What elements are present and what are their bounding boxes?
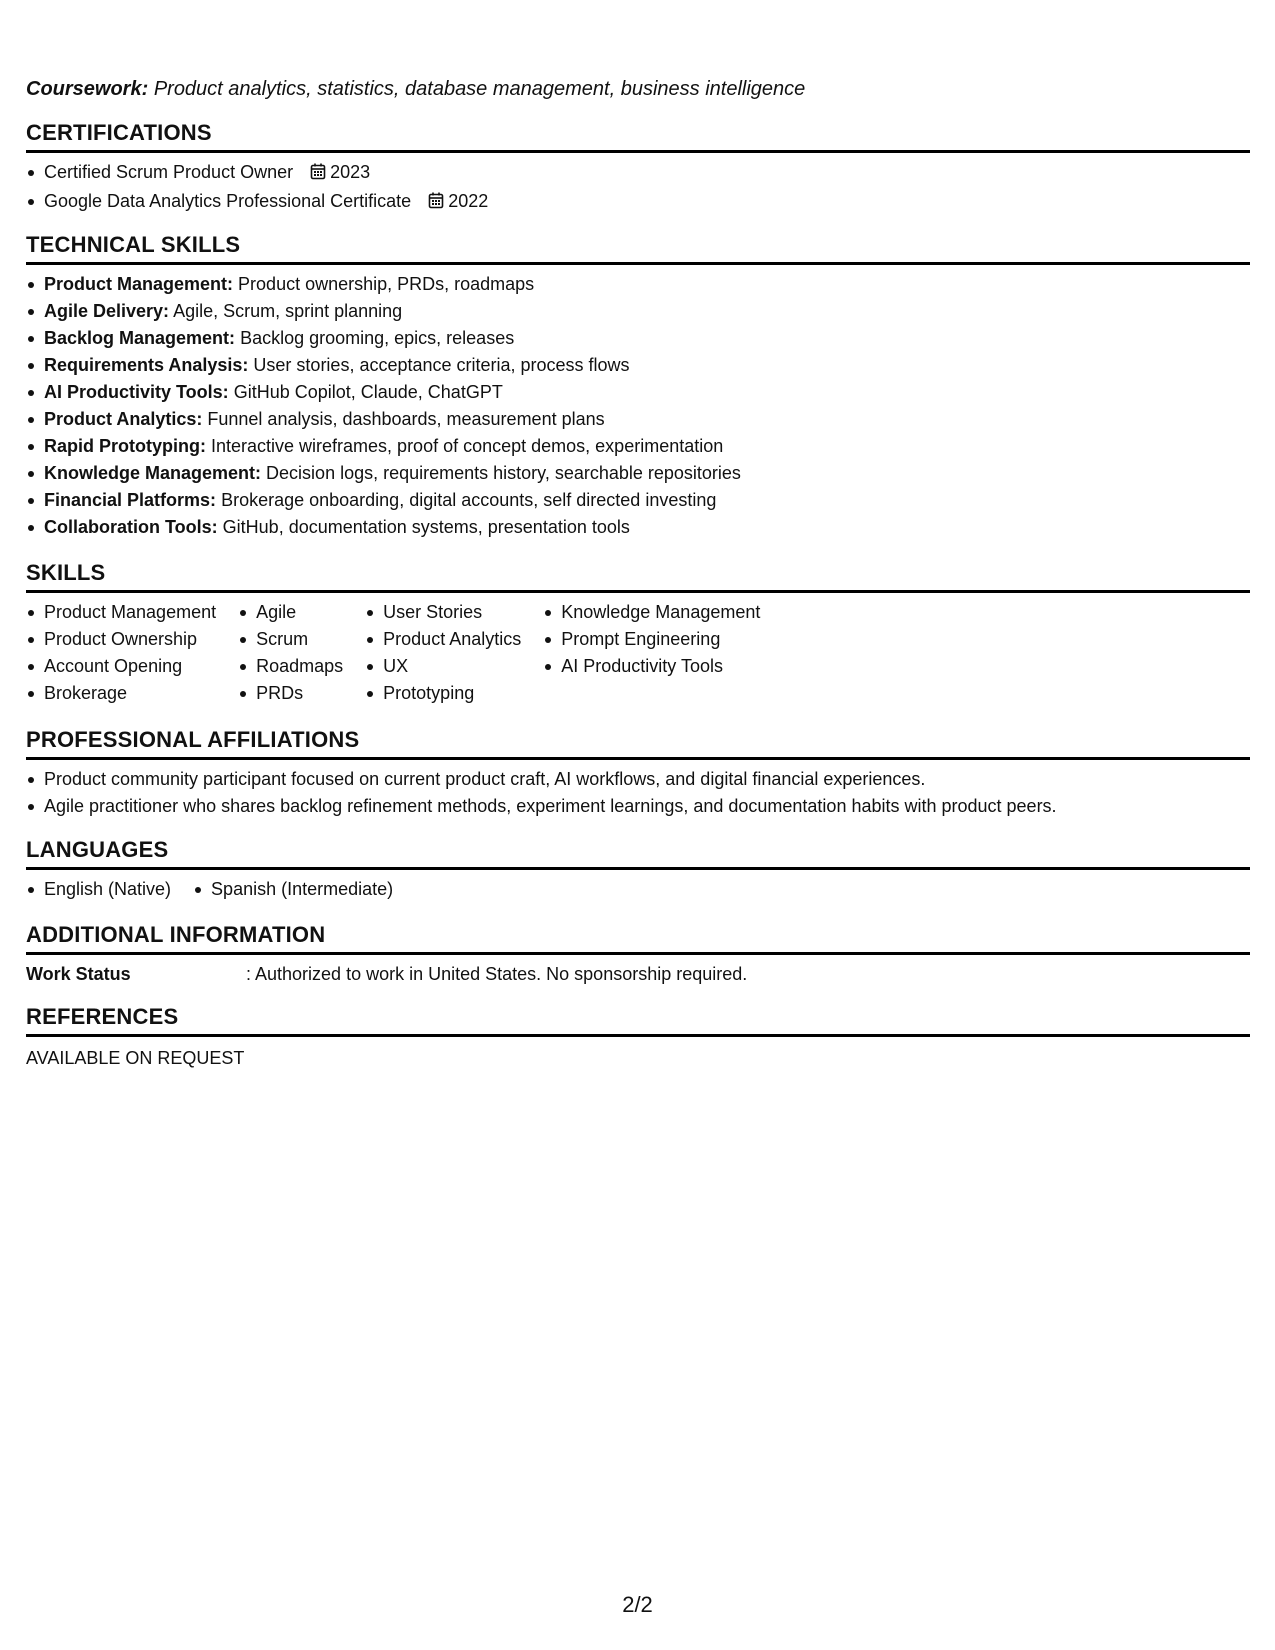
technical-skill-label: Rapid Prototyping:	[44, 436, 206, 456]
technical-skill-label: Agile Delivery:	[44, 301, 170, 321]
certification-item	[26, 188, 1250, 217]
technical-skill-text: Interactive wireframes, proof of concept demos, experimentation	[211, 436, 724, 456]
affiliations-heading: PROFESSIONAL AFFILIATIONS	[26, 727, 1250, 760]
skill-item: Product Analytics	[365, 626, 521, 653]
certification-year: 2023	[330, 162, 371, 182]
skill-item: Agile	[238, 599, 343, 626]
technical-skill-item	[26, 514, 1250, 541]
affiliations-list	[26, 766, 1250, 820]
skill-item: Account Opening	[26, 653, 216, 680]
technical-skill-item	[26, 379, 1250, 406]
affiliation-item: Agile practitioner who shares backlog refinement methods, experiment learnings, and documentation habits with product peers.	[26, 793, 1250, 820]
technical-skill-item	[26, 460, 1250, 487]
coursework-text: Product analytics, statistics, database management, business intelligence	[153, 78, 806, 100]
technical-skill-text: Product ownership, PRDs, roadmaps	[238, 274, 535, 294]
coursework-line	[26, 78, 805, 101]
skills-columns	[26, 599, 1250, 707]
skills-heading: SKILLS	[26, 560, 1250, 593]
technical-skill-text: GitHub, documentation systems, presentation tools	[222, 517, 630, 537]
skill-item: Prompt Engineering	[543, 626, 760, 653]
languages-heading: LANGUAGES	[26, 837, 1250, 870]
technical-skill-item	[26, 433, 1250, 460]
work-status-label: Work Status	[26, 964, 131, 984]
technical-skill-text: Funnel analysis, dashboards, measurement plans	[207, 409, 605, 429]
technical-skill-text: Agile, Scrum, sprint planning	[173, 301, 403, 321]
certification-year: 2022	[448, 191, 489, 211]
language-item: Spanish (Intermediate)	[193, 876, 393, 903]
technical-skill-text: GitHub Copilot, Claude, ChatGPT	[233, 382, 503, 402]
technical-skill-label: Financial Platforms:	[44, 490, 217, 510]
technical-skill-text: Backlog grooming, epics, releases	[240, 328, 515, 348]
technical-skill-text: Decision logs, requirements history, searchable repositories	[266, 463, 741, 483]
technical-skills-section	[26, 232, 1250, 541]
technical-skill-label: Product Analytics:	[44, 409, 203, 429]
skills-section	[26, 560, 1250, 707]
technical-skill-item	[26, 352, 1250, 379]
technical-skill-text: User stories, acceptance criteria, process flows	[253, 355, 630, 375]
skill-item: Roadmaps	[238, 653, 343, 680]
technical-skill-item	[26, 271, 1250, 298]
skill-item: Knowledge Management	[543, 599, 760, 626]
technical-skill-label: Knowledge Management:	[44, 463, 262, 483]
calendar-icon	[428, 190, 444, 217]
technical-skill-item	[26, 325, 1250, 352]
references-text: AVAILABLE ON REQUEST	[26, 1048, 245, 1068]
technical-skill-label: Requirements Analysis:	[44, 355, 249, 375]
skills-column	[365, 599, 521, 707]
technical-skill-item	[26, 487, 1250, 514]
affiliations-section	[26, 727, 1250, 820]
skill-item: Product Ownership	[26, 626, 216, 653]
affiliation-item: Product community participant focused on current product craft, AI workflows, and digital financial experiences.	[26, 766, 1250, 793]
skill-item: Scrum	[238, 626, 343, 653]
skills-column	[26, 599, 216, 707]
work-status-value: : Authorized to work in United States. No sponsorship required.	[246, 964, 748, 984]
technical-skills-list	[26, 271, 1250, 541]
skills-column	[543, 599, 760, 707]
language-item: English (Native)	[26, 876, 171, 903]
technical-skill-label: Product Management:	[44, 274, 234, 294]
skills-column	[238, 599, 343, 707]
languages-section	[26, 837, 1250, 903]
technical-skill-label: AI Productivity Tools:	[44, 382, 229, 402]
languages-list	[26, 876, 1250, 903]
skill-item: AI Productivity Tools	[543, 653, 760, 680]
skill-item: Brokerage	[26, 680, 216, 707]
references-section	[26, 1004, 1250, 1072]
references-heading: REFERENCES	[26, 1004, 1250, 1037]
calendar-icon	[310, 161, 326, 188]
certification-name: Certified Scrum Product Owner	[44, 162, 294, 182]
technical-skill-text: Brokerage onboarding, digital accounts, self directed investing	[221, 490, 717, 510]
skill-item: UX	[365, 653, 521, 680]
skill-item: User Stories	[365, 599, 521, 626]
certifications-list	[26, 159, 1250, 217]
work-status-row	[26, 961, 1250, 988]
coursework-label: Coursework:	[26, 78, 149, 100]
certification-item	[26, 159, 1250, 188]
skill-item: Product Management	[26, 599, 216, 626]
additional-info-section	[26, 922, 1250, 988]
technical-skill-label: Backlog Management:	[44, 328, 236, 348]
certifications-section	[26, 120, 1250, 217]
technical-skill-item	[26, 406, 1250, 433]
certifications-heading: CERTIFICATIONS	[26, 120, 1250, 153]
technical-skill-item	[26, 298, 1250, 325]
additional-info-heading: ADDITIONAL INFORMATION	[26, 922, 1250, 955]
skill-item: Prototyping	[365, 680, 521, 707]
technical-skills-heading: TECHNICAL SKILLS	[26, 232, 1250, 265]
certification-name: Google Data Analytics Professional Certificate	[44, 191, 412, 211]
technical-skill-label: Collaboration Tools:	[44, 517, 218, 537]
skill-item: PRDs	[238, 680, 343, 707]
page-number: 2/2	[622, 1592, 653, 1617]
